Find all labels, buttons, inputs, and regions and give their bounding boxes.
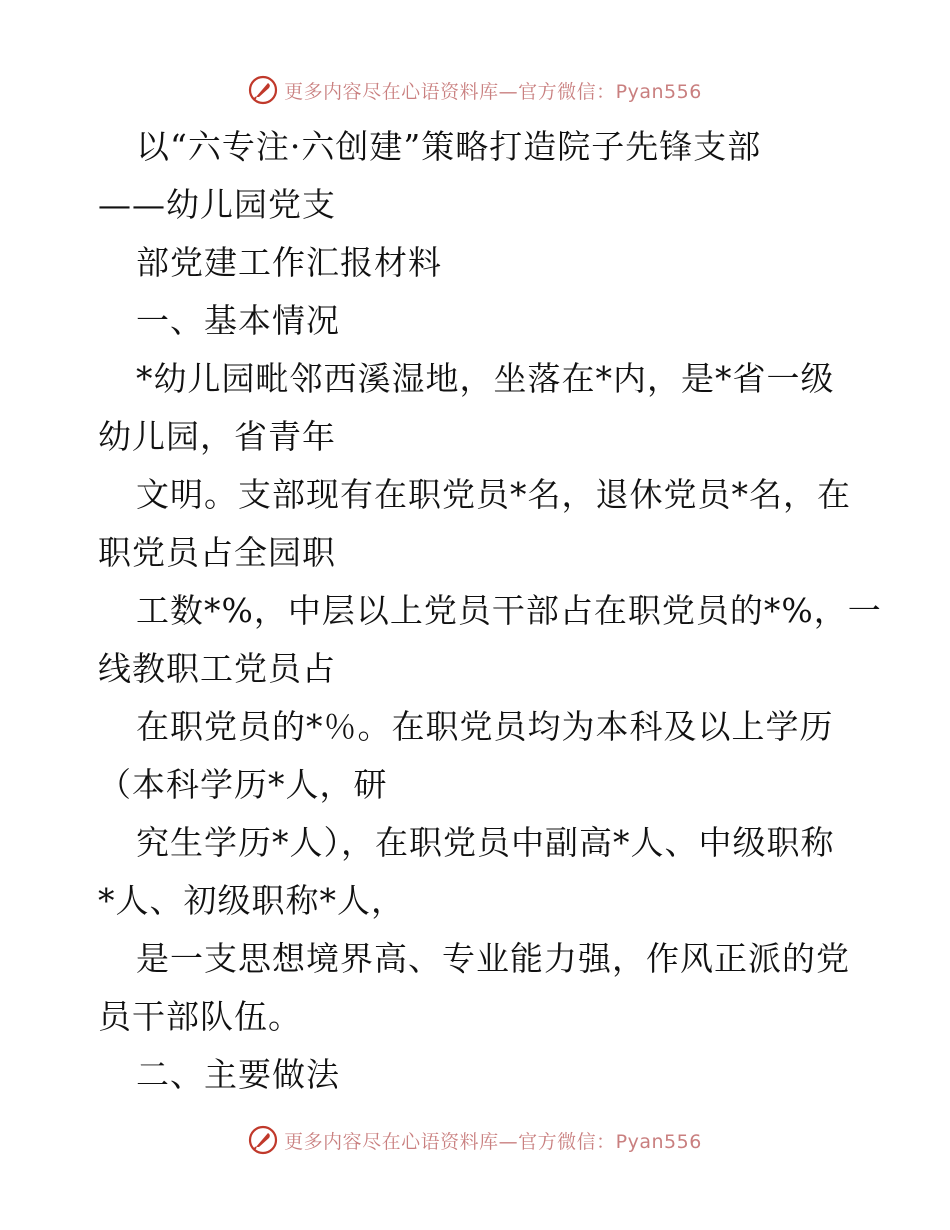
paragraph-line: 在职党员的*％。在职党员均为本科及以上学历 [136, 707, 834, 746]
section-heading-basic-info: 一、基本情况 [136, 301, 340, 340]
title-line-1: 以“六专注·六创建”策略打造院子先锋支部 [136, 127, 762, 166]
watermark-footer [0, 1120, 950, 1160]
title-line-2: ——幼儿园党支 [98, 185, 336, 224]
paragraph-line: 职党员占全园职 [98, 533, 336, 572]
section-heading-main-practices: 二、主要做法 [136, 1055, 340, 1094]
watermark-header [0, 70, 950, 110]
paragraph-line: 幼儿园，省青年 [98, 417, 336, 456]
paragraph-line: 文明。支部现有在职党员*名，退休党员*名，在 [136, 475, 851, 514]
feather-pen-logo-icon [248, 1125, 278, 1155]
document-body [98, 118, 882, 1104]
paragraph-line: *幼儿园毗邻西溪湿地，坐落在*内，是*省一级 [136, 359, 835, 398]
paragraph-line: *人、初级职称*人， [98, 881, 405, 920]
paragraph-line: 工数*%，中层以上党员干部占在职党员的*%，一 [136, 591, 882, 630]
watermark-text: 更多内容尽在心语资料库—官方微信：Pyan556 [284, 1130, 702, 1153]
paragraph-line: （本科学历*人，研 [98, 765, 388, 804]
paragraph-line: 是一支思想境界高、专业能力强，作风正派的党 [136, 939, 850, 978]
watermark-text: 更多内容尽在心语资料库—官方微信：Pyan556 [284, 80, 702, 103]
paragraph-line: 线教职工党员占 [98, 649, 336, 688]
title-line-3: 部党建工作汇报材料 [136, 243, 442, 282]
paragraph-line: 员干部队伍。 [98, 997, 302, 1036]
paragraph-line: 究生学历*人），在职党员中副高*人、中级职称 [136, 823, 835, 862]
feather-pen-logo-icon [248, 75, 278, 105]
